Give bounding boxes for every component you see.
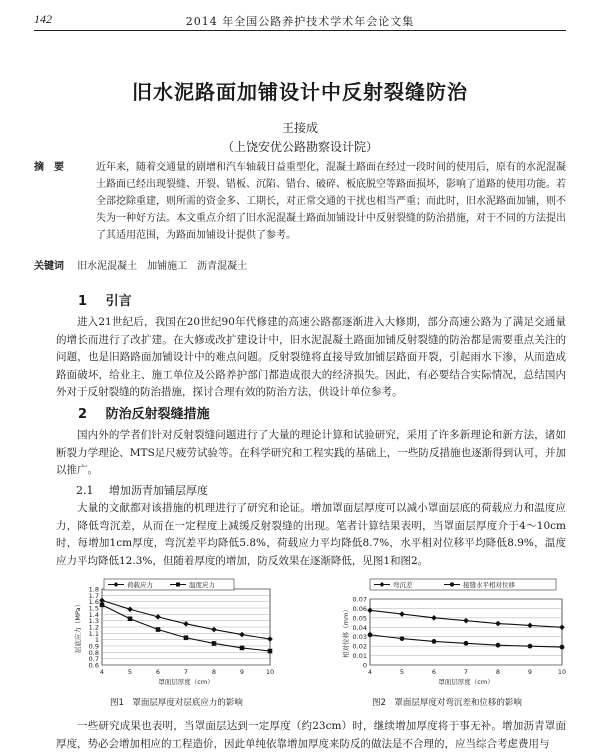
- data-point-circle: [368, 632, 373, 637]
- y-tick-label: 0.6: [88, 661, 99, 670]
- figure-2-chart: [312, 577, 574, 692]
- data-point-diamond: [495, 621, 501, 627]
- data-point-diamond: [559, 624, 565, 630]
- y-tick-label: 1.6: [88, 598, 99, 607]
- journal-title: 2014 年全国公路养护技术学术年会论文集: [185, 15, 415, 28]
- x-axis-label: 罩面层厚度（cm）: [158, 678, 214, 686]
- plot-frame: [370, 599, 562, 665]
- data-point-square: [184, 635, 189, 640]
- figure-2-caption: 图2 罩面层厚度对弯沉差和位移的影响: [372, 698, 522, 708]
- data-point-diamond: [127, 606, 133, 612]
- abstract-text: 近年来，随着交通量的剧增和汽车轴载日益重型化，混凝土路面在经过一段时间的使用后，原有的水泥混凝土路面已经出现裂缝、开裂、错板、沉陷、错台、破碎、板底脱空等路面损坏，影响了道路的使用功能。若全部挖除重建，则所需的资金多、工期长，对正常交通的干扰也相当严重；而此时，旧水泥路面加铺，则不失为一种好方法。本文重点介绍了旧水泥混凝土路面加铺设计中反射裂缝的防治措施，对于不同的方法提出了其适用范围，为路面加铺设计提供了参考。: [96, 162, 566, 241]
- data-point-circle: [400, 636, 405, 641]
- data-point-diamond: [99, 598, 105, 604]
- data-point-square: [100, 603, 105, 608]
- figure-1-chart: [60, 577, 300, 692]
- section-2-heading: [78, 403, 210, 422]
- data-point-circle: [528, 644, 533, 649]
- data-point-circle: [432, 639, 437, 644]
- y-tick-label: 0.04: [352, 623, 367, 632]
- subsection-2-1-heading: [76, 482, 208, 498]
- y-tick-label: 1.5: [88, 604, 99, 613]
- x-tick-label: 8: [211, 668, 217, 676]
- data-point-circle: [496, 643, 501, 648]
- x-tick-label: 7: [183, 668, 189, 676]
- author-name: 王接成: [281, 121, 318, 135]
- y-tick-label: 1.4: [88, 610, 99, 619]
- abstract: [34, 159, 566, 244]
- y-tick-label: 1.7: [88, 591, 99, 600]
- running-header: [34, 12, 566, 31]
- x-tick-label: 4: [367, 668, 373, 676]
- data-point-diamond: [267, 636, 273, 642]
- y-tick-label: 0: [362, 661, 367, 670]
- x-tick-label: 6: [155, 668, 161, 676]
- y-axis-label: 相对位移（mm）: [342, 606, 350, 658]
- x-tick-label: 10: [265, 668, 275, 676]
- keywords: [34, 257, 247, 272]
- y-tick-label: 1.8: [88, 585, 99, 594]
- y-tick-label: 0.06: [352, 604, 367, 613]
- section-1-title: 引言: [105, 294, 132, 309]
- section-2-paragraph: 国内外的学者们针对反射裂缝问题进行了大量的理论计算和试验研究，采用了许多新理论和新方法，诸如断裂力学理论、MTS足尺疲劳试验等。在科学研究和工程实践的基础上，一些防反措施也逐渐得到认可，并加以推广。: [56, 429, 566, 476]
- y-tick-label: 0.01: [352, 652, 367, 661]
- y-tick-label: 1.2: [88, 623, 99, 632]
- data-point-circle: [560, 645, 565, 650]
- data-point-diamond: [431, 615, 437, 621]
- data-point-diamond: [239, 632, 245, 638]
- legend-marker-square: [176, 583, 180, 587]
- data-point-diamond: [183, 621, 189, 627]
- y-tick-label: 0.05: [352, 614, 367, 623]
- data-point-diamond: [211, 627, 217, 633]
- x-tick-label: 5: [399, 668, 405, 676]
- y-axis-label: 层底应力（MPa）: [74, 600, 82, 654]
- abstract-label: 摘 要: [34, 162, 64, 173]
- data-point-diamond: [399, 611, 405, 617]
- data-point-square: [268, 649, 273, 654]
- legend-label: 温度应力: [189, 580, 215, 589]
- data-point-square: [156, 627, 161, 632]
- legend-label: 弯沉差: [393, 580, 413, 589]
- data-point-diamond: [155, 614, 161, 620]
- y-tick-label: 1: [94, 636, 99, 645]
- legend-marker-circle: [450, 582, 454, 586]
- data-point-square: [212, 641, 217, 646]
- legend-label: 接缝水平相对位移: [463, 580, 515, 589]
- series-line-2: [102, 605, 270, 651]
- page-number: 142: [34, 12, 52, 26]
- section-1-number: 1: [78, 294, 88, 309]
- author-affiliation: （上饶安优公路勘察设计院）: [221, 140, 378, 154]
- x-axis-label: 罩面层厚度（cm）: [438, 678, 494, 686]
- y-tick-label: 1.1: [88, 629, 99, 638]
- x-tick-label: 9: [527, 668, 533, 676]
- figure-1-caption: 图1 罩面层厚度对层底应力的影响: [110, 698, 243, 708]
- article-title: 旧水泥路面加铺设计中反射裂缝防治: [132, 80, 468, 104]
- subsection-2-1-paragraph: 大量的文献都对该措施的机理进行了研究和论证。增加罩面层厚度可以减小罩面层底的荷载应力和温度应力，降低弯沉差，从而在一定程度上减缓反射裂缝的出现。笔者计算结果表明，当罩面层厚度介于4～10cm时，每增加1cm厚度，弯沉差平均降低5.8%，荷载应力平均降低8.7%，水平相对位移平均降低8.9%，温度应力平均降低12.3%，但随着厚度的增加，防反效果在逐渐降低，见图1和图2。: [56, 502, 566, 567]
- y-tick-label: 0.03: [352, 633, 367, 642]
- continuation-paragraph: 一些研究成果也表明，当罩面层达到一定厚度（约23cm）时，继续增加厚度将于事无补。增加沥青罩面厚度，势必会增加相应的工程造价，因此单纯依靠增加厚度来防反的做法是不合理的，应当综合考虑费用与: [56, 720, 566, 750]
- y-tick-label: 0.7: [88, 655, 99, 664]
- data-point-circle: [464, 641, 469, 646]
- x-tick-label: 7: [463, 668, 469, 676]
- data-point-square: [128, 616, 133, 621]
- y-tick-label: 0.9: [88, 642, 99, 651]
- x-tick-label: 8: [495, 668, 501, 676]
- x-tick-label: 6: [431, 668, 437, 676]
- x-tick-label: 4: [99, 668, 105, 676]
- y-tick-label: 0.02: [352, 642, 367, 651]
- subsection-2-1-number: 2.1: [76, 484, 94, 497]
- data-point-square: [240, 646, 245, 651]
- legend-label: 荷载应力: [127, 580, 153, 589]
- y-tick-label: 1.3: [88, 617, 99, 626]
- y-tick-label: 0.07: [352, 595, 367, 604]
- keywords-text: 旧水泥混凝土 加铺施工 沥青混凝土: [77, 261, 248, 272]
- section-2-number: 2: [78, 407, 88, 422]
- y-tick-label: 0.8: [88, 648, 99, 657]
- x-tick-label: 10: [557, 668, 567, 676]
- x-tick-label: 5: [127, 668, 133, 676]
- data-point-diamond: [463, 618, 469, 624]
- x-tick-label: 9: [239, 668, 245, 676]
- section-1-paragraph: 进入21世纪后，我国在20世纪90年代修建的高速公路都逐渐进入大修期，部分高速公路为了满足交通量的增长而进行了改扩建。在大修或改扩建设计中，旧水泥混凝土路面加铺反射裂缝的防治都是需要重点关注的问题，也是旧路路面加铺设计中的难点问题。反射裂缝将直接导致加铺层路面开裂，引起雨水下渗，从而造成路面破坏，给业主、施工单位及公路养护部门都造成很大的经济损失。因此，有必要结合实际情况，总结国内外对于反射裂缝的防治措施，探讨合理有效的防治方法，供设计单位参考。: [56, 316, 566, 398]
- section-1-heading: [78, 290, 132, 309]
- keywords-label: 关键词: [34, 261, 64, 272]
- section-2-title: 防治反射裂缝措施: [105, 407, 210, 422]
- subsection-2-1-title: 增加沥青加铺层厚度: [109, 484, 208, 497]
